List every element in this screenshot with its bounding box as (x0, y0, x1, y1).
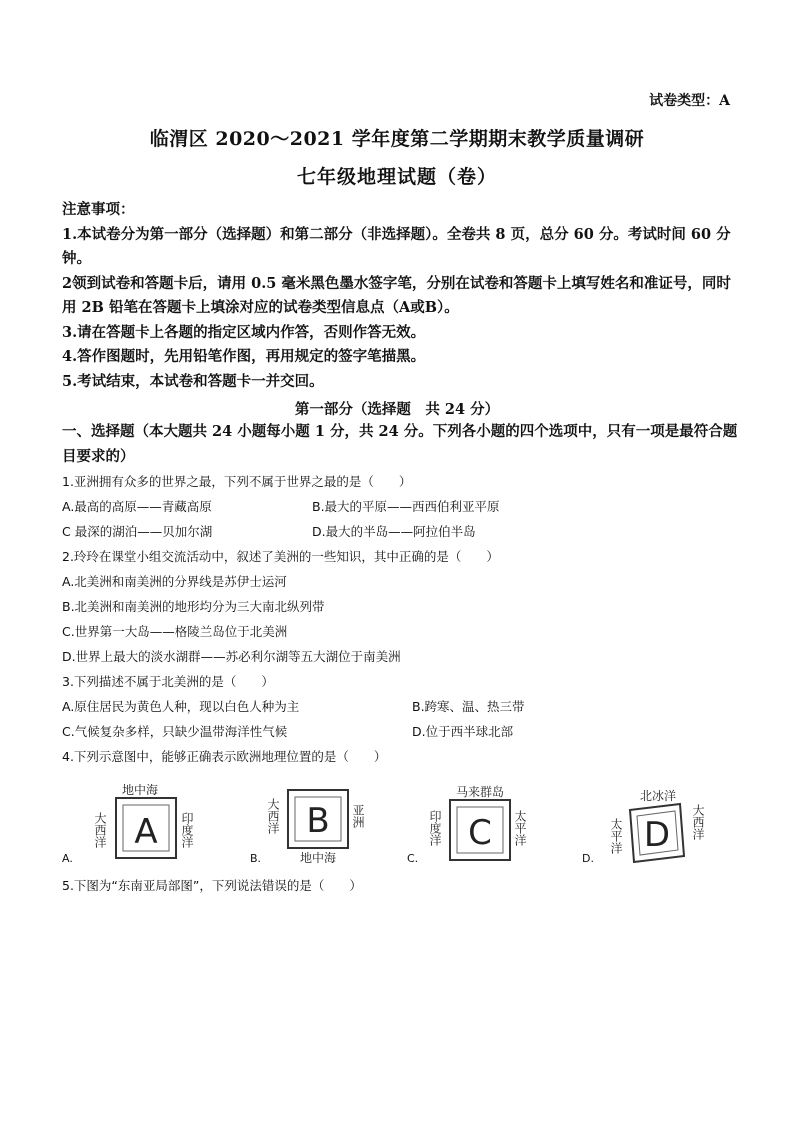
option-a-label: A. (62, 852, 73, 865)
map-right-label: 亚洲 (351, 804, 365, 828)
section-heading: 一、选择题（本大题共 24 小题每小题 1 分，共 24 分。下列各小题的四个选项中，只有一项是最符合题目要求的） (62, 423, 738, 465)
notes-section (62, 198, 738, 394)
map-top-label: 北冰洋 (639, 789, 677, 803)
exam-subtitle: 七年级地理试题（卷） (296, 166, 497, 188)
map-left-label: 印度洋 (428, 810, 442, 846)
option-d: D.世界上最大的淡水湖群——苏必利尔湖等五大湖位于南美洲 (62, 649, 401, 664)
notes-heading: 注意事项： (62, 201, 135, 218)
option-row (62, 494, 742, 519)
map-right-label: 太平洋 (513, 810, 527, 846)
option-d-label: D. (582, 852, 594, 865)
option-row (62, 719, 742, 744)
map-letter: A (134, 812, 158, 852)
option-c: C.世界第一大岛——格陵兰岛位于北美洲 (62, 624, 288, 639)
map-right-label: 印度洋 (180, 812, 194, 848)
option-c: C 最深的湖泊——贝加尔湖 (62, 524, 213, 539)
diagram-b (262, 782, 382, 868)
option-b: B.北美洲和南美洲的地形均分为三大南北纵列带 (62, 599, 325, 614)
note-item: 1.本试卷分为第一部分（选择题）和第二部分（非选择题）。全卷共 8 页，总分 60 分。考试时间 60 分钟。 (62, 225, 731, 267)
question-stem: 4.下列示意图中，能够正确表示欧洲地理位置的是（ ） (62, 749, 387, 764)
q4-diagrams (62, 782, 742, 872)
map-top-label: 地中海 (121, 783, 159, 797)
map-left-label: 太平洋 (609, 818, 623, 854)
option-c-label: C. (407, 852, 419, 865)
note-item: 5.考试结束，本试卷和答题卡一并交回。 (62, 372, 324, 390)
option-b-label: B. (250, 852, 262, 865)
question-stem: 5.下图为“东南亚局部图”，下列说法错误的是（ ） (62, 878, 362, 893)
option-b: B.跨寒、温、热三带 (412, 699, 525, 714)
question-stem: 1.亚洲拥有众多的世界之最，下列不属于世界之最的是（ ） (62, 474, 412, 489)
option-a: A.最高的高原——青藏高原 (62, 499, 212, 514)
part-one-title: 第一部分（选择题 共 24 分） (294, 401, 500, 418)
diagram-a (84, 782, 209, 866)
exam-title: 临渭区 2020～2021 学年度第二学期期末教学质量调研 (149, 128, 645, 150)
question-stem: 3.下列描述不属于北美洲的是（ ） (62, 674, 274, 689)
option-row (62, 519, 742, 544)
option-a: A.北美洲和南美洲的分界线是苏伊士运河 (62, 574, 287, 589)
option-b: B.最大的平原——西西伯利亚平原 (312, 499, 500, 514)
questions (62, 469, 742, 769)
paper-type: 试卷类型：A (649, 93, 730, 109)
map-letter: C (468, 813, 492, 853)
map-bottom-label: 地中海 (299, 851, 337, 865)
note-item: 3.请在答题卡上各题的指定区域内作答，否则作答无效。 (62, 323, 426, 341)
map-left-label: 大西洋 (93, 812, 107, 848)
map-left-label: 大西洋 (266, 798, 280, 834)
option-row (62, 694, 742, 719)
option-d: D.位于西半球北部 (412, 724, 514, 739)
note-item: 4.答作图题时，先用铅笔作图，再用规定的签字笔描黑。 (62, 348, 426, 365)
map-top-label: 马来群岛 (455, 785, 505, 799)
option-d: D.最大的半岛——阿拉伯半岛 (312, 524, 476, 539)
diagram-c (424, 782, 544, 868)
map-letter: B (306, 801, 330, 841)
map-right-label: 大西洋 (691, 804, 705, 840)
map-letter: D (643, 815, 671, 855)
diagram-d (600, 782, 730, 868)
question-stem: 2.玲玲在课堂小组交流活动中，叙述了美洲的一些知识，其中正确的是（ ） (62, 549, 499, 564)
option-c: C.气候复杂多样，只缺少温带海洋性气候 (62, 724, 288, 739)
note-item: 2领到试卷和答题卡后，请用 0.5 毫米黑色墨水签字笔，分别在试卷和答题卡上填写姓名和准证号，同时用 2B 铅笔在答题卡上填涂对应的试卷类型信息点（A或B）。 (62, 274, 731, 316)
option-a: A.原住居民为黄色人种，现以白色人种为主 (62, 699, 300, 714)
